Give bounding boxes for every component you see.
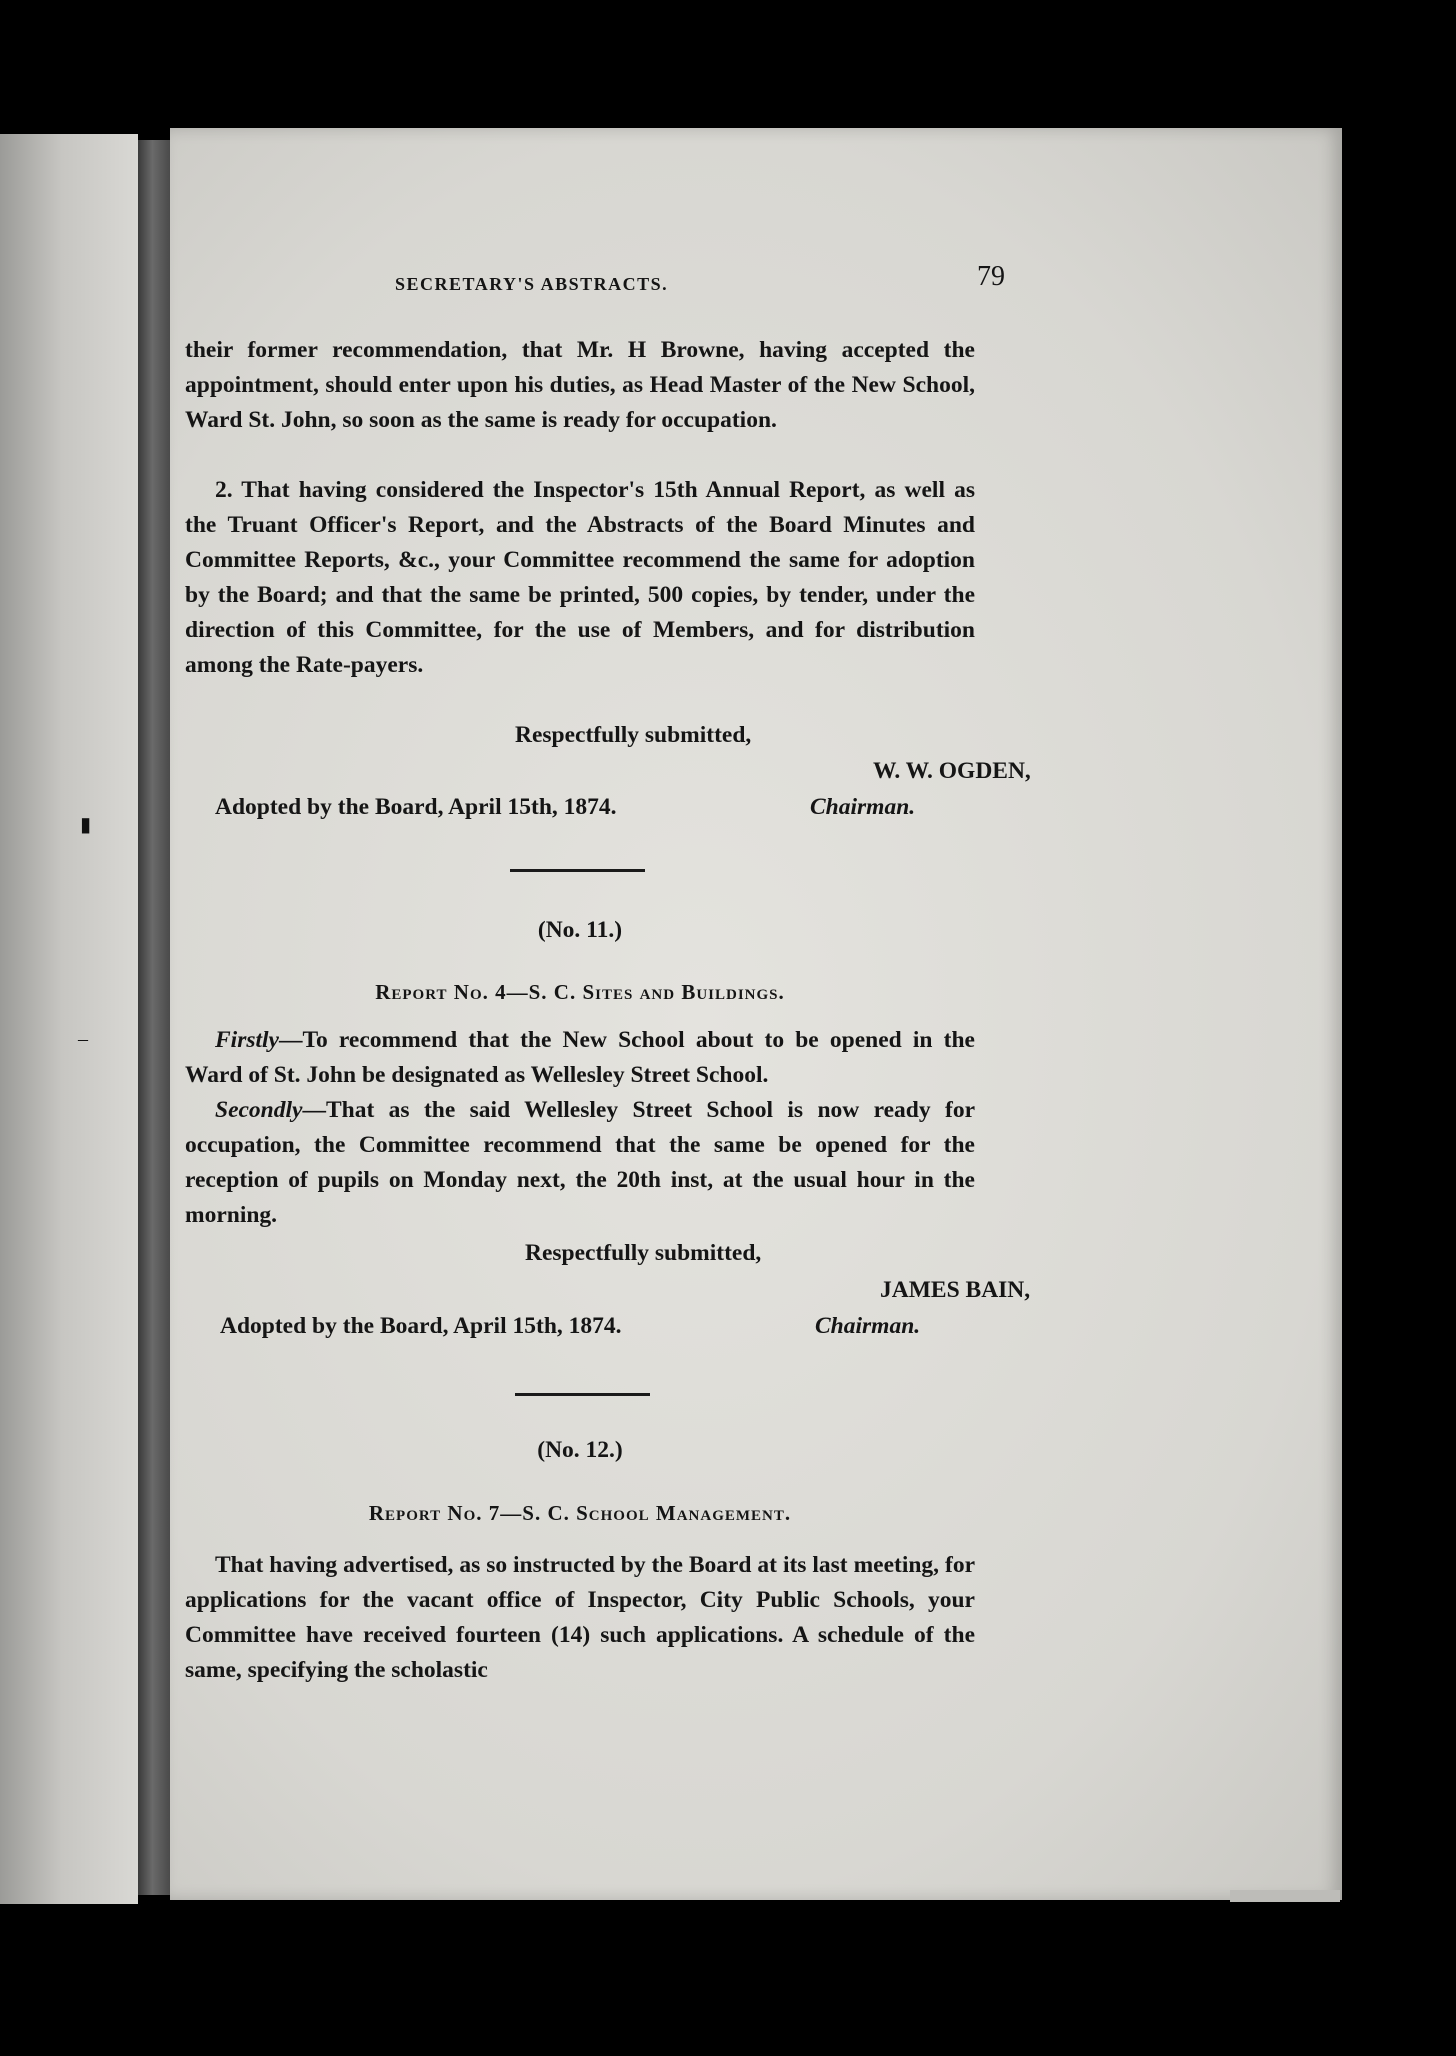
firstly-text: —To recommend that the New School about to be opened in the Ward of St. John be designated as Wellesley Street School. <box>185 1027 975 1088</box>
paragraph-text: their former recommendation, that Mr. H Browne, having accepted the appointment, should enter upon his duties, as Head Master of the New School, Ward St. John, so soon as the same is ready for occupation. <box>185 337 975 433</box>
signatory-title: Chairman. <box>815 1313 921 1339</box>
adopted-line <box>185 1309 975 1344</box>
report-number <box>185 1433 975 1468</box>
report-number <box>185 913 975 948</box>
book-gutter <box>138 140 170 1895</box>
facing-page-edge <box>0 134 138 1904</box>
paragraph-text: That having advertised, as so instructed by the Board at its last meeting, for applications for the vacant office of Inspector, City Public Schools, your Committee have received fourteen (14) such applications. A schedule of the same, specifying the scholastic <box>185 1552 975 1683</box>
signatory-name: W. W. OGDEN, <box>873 758 1031 784</box>
margin-mark: ▮ <box>80 814 92 836</box>
adopted-date: Adopted by the Board, April 15th, 1874. <box>215 794 617 820</box>
signature-block-1 <box>185 718 975 753</box>
section-divider <box>510 869 645 872</box>
signature-block-2 <box>185 1236 975 1271</box>
report-heading: Report No. 7—S. C. School Management. <box>368 1501 792 1525</box>
adopted-date: Adopted by the Board, April 15th, 1874. <box>220 1313 622 1339</box>
section-divider <box>515 1393 650 1396</box>
secondly-label: Secondly <box>215 1097 303 1123</box>
report-body <box>185 1548 975 1688</box>
paragraph-continued <box>185 333 975 438</box>
firstly-paragraph <box>185 1023 975 1093</box>
page-edge <box>1230 1890 1340 1902</box>
margin-mark: ‒ <box>78 1028 88 1050</box>
firstly-label: Firstly <box>215 1027 279 1053</box>
signatory-name: JAMES BAIN, <box>880 1277 1031 1303</box>
page-number: 79 <box>977 261 1005 292</box>
report-number-text: (No. 12.) <box>537 1437 623 1463</box>
signatory-title: Chairman. <box>810 794 916 820</box>
running-head <box>185 261 1005 305</box>
report-number-text: (No. 11.) <box>537 917 623 943</box>
signature-name-line <box>185 1273 1031 1308</box>
running-head-title: SECRETARY'S ABSTRACTS. <box>395 274 669 294</box>
secondly-paragraph <box>185 1093 975 1233</box>
respectfully-submitted: Respectfully submitted, <box>515 722 752 748</box>
signature-name-line <box>185 754 1031 789</box>
report-body <box>185 1023 975 1233</box>
paragraph-text: 2. That having considered the Inspector's 15th Annual Report, as well as the Truant Officer's Report, and the Abstracts of the Board Minutes and Committee Reports, &c., your Committee recommend the same for adoption by the Board; and that the same be printed, 500 copies, by tender, under the direction of this Committee, for the use of Members, and for distribution among the Rate-payers. <box>185 477 975 678</box>
respectfully-submitted: Respectfully submitted, <box>525 1240 762 1266</box>
report-heading: Report No. 4—S. C. Sites and Buildings. <box>375 980 785 1004</box>
paragraph-item-2 <box>185 473 975 683</box>
adopted-line <box>185 790 975 825</box>
secondly-text: —That as the said Wellesley Street School is now ready for occupation, the Committee recommend that the same be opened for the reception of pupils on Monday next, the 20th inst, at the usual hour in the morning. <box>185 1097 975 1228</box>
